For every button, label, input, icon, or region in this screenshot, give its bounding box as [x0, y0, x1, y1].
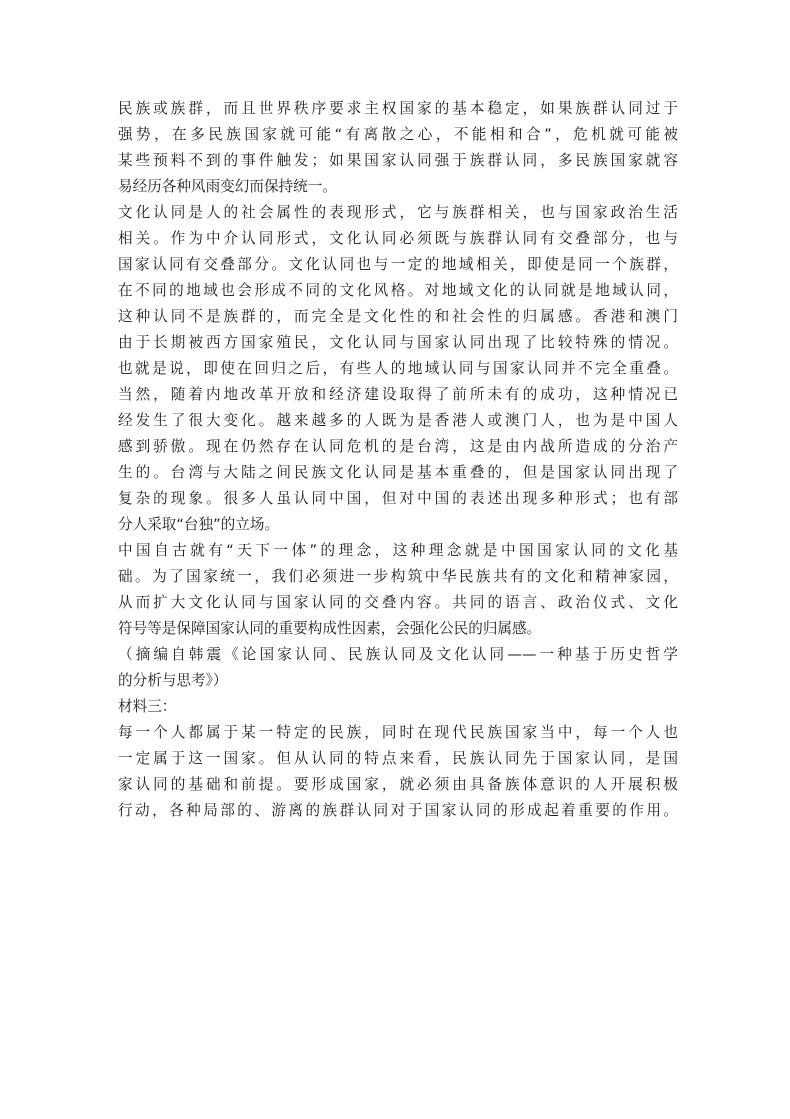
paragraph-4 [118, 720, 678, 824]
text-line: 由于长期被西方国家殖民，文化认同与国家认同出现了比较特殊的情况。 [118, 334, 678, 351]
text-line: 强势，在多民族国家就可能“有离散之心，不能相和合”，危机就可能被 [118, 126, 678, 143]
text-line: 当然，随着内地改革开放和经济建设取得了前所未有的成功，这种情况已 [118, 386, 678, 403]
text-line: 也就是说，即使在回归之后，有些人的地域认同与国家认同并不完全重叠。 [118, 360, 678, 377]
text-line: 某些预料不到的事件触发；如果国家认同强于族群认同，多民族国家就容 [118, 152, 678, 169]
text-line: 在不同的地域也会形成不同的文化风格。对地域文化的认同就是地域认同， [118, 282, 678, 299]
text-line: 分人采取“台独”的立场。 [118, 516, 280, 533]
text-line: 础。为了国家统一，我们必须进一步构筑中华民族共有的文化和精神家园， [118, 568, 678, 585]
text-line: 一定属于这一国家。但从认同的特点来看，民族认同先于国家认同，是国 [118, 750, 678, 767]
text-line: 这种认同不是族群的，而完全是文化性的和社会性的归属感。香港和澳门 [118, 308, 678, 325]
text-line: 经发生了很大变化。越来越多的人既为是香港人或澳门人，也为是中国人 [118, 412, 678, 429]
citation-line: 的分析与思考》） [118, 672, 228, 689]
text-line: 符号等是保障国家认同的重要构成性因素，会强化公民的归属感。 [118, 620, 542, 637]
document-page [118, 96, 678, 824]
citation-line: （摘编自韩震《论国家认同、民族认同及文化认同——一种基于历史哲学 [118, 646, 678, 663]
text-line: 相关。作为中介认同形式，文化认同必须既与族群认同有交叠部分，也与 [118, 230, 678, 247]
text-line: 国家认同有交叠部分。文化认同也与一定的地域相关，即使是同一个族群， [118, 256, 678, 273]
citation [118, 642, 678, 694]
text-line: 中国自古就有“天下一体”的理念，这种理念就是中国国家认同的文化基 [118, 542, 678, 559]
text-line: 易经历各种风雨变幻而保持统一。 [118, 178, 337, 195]
text-line: 文化认同是人的社会属性的表现形式，它与族群相关，也与国家政治生活 [118, 204, 678, 221]
text-line: 民族或族群，而且世界秩序要求主权国家的基本稳定，如果族群认同过于 [118, 100, 678, 117]
paragraph-3 [118, 538, 678, 642]
section-heading [118, 694, 678, 720]
text-line: 生的。台湾与大陆之间民族文化认同是基本重叠的，但是国家认同出现了 [118, 464, 678, 481]
text-line: 每一个人都属于某一特定的民族，同时在现代民族国家当中，每一个人也 [118, 724, 678, 741]
paragraph-1 [118, 96, 678, 200]
paragraph-2 [118, 200, 678, 538]
text-line: 感到骄傲。现在仍然存在认同危机的是台湾，这是由内战所造成的分治产 [118, 438, 678, 455]
text-line: 从而扩大文化认同与国家认同的交叠内容。共同的语言、政治仪式、文化 [118, 594, 678, 611]
text-line: 家认同的基础和前提。要形成国家，就必须由具备族体意识的人开展积极 [118, 776, 678, 793]
section-heading-text: 材料三： [118, 698, 177, 715]
text-line: 行动，各种局部的、游离的族群认同对于国家认同的形成起着重要的作用。 [118, 802, 678, 819]
text-line: 复杂的现象。很多人虽认同中国，但对中国的表述出现多种形式；也有部 [118, 490, 678, 507]
